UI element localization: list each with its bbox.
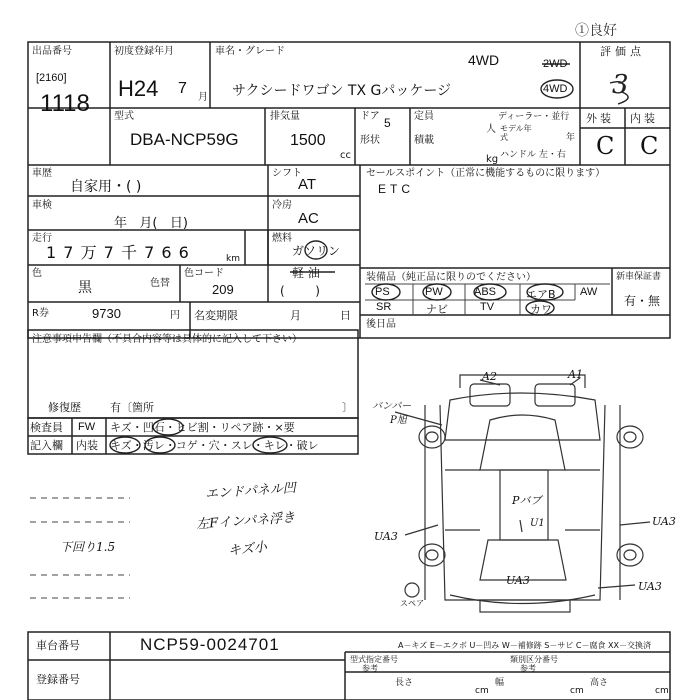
equip-kawa: カワ [530, 303, 552, 316]
equip-pw: PW [425, 286, 443, 298]
width-unit: cm [570, 686, 584, 696]
mileage-d3: 7 [103, 243, 115, 262]
equip-navi: ナビ [426, 303, 448, 316]
ext-score: C [596, 132, 615, 160]
hw-scratch-small: キズ小 [227, 540, 268, 559]
hw-ua3-left: UA3 [374, 530, 398, 543]
after-day-label: 後日品 [366, 319, 396, 330]
fuel-label: 燃料 [272, 233, 292, 244]
model-label: 型式 [114, 111, 134, 122]
fuel-light-oil: 軽 油 [292, 266, 320, 280]
lot-number: 1118 [40, 90, 90, 117]
class-ref: 参考 [520, 664, 536, 673]
ext-label: 外装 [586, 112, 614, 125]
first-reg-month-unit: 月 [198, 92, 208, 103]
capacity-label: 定員 [414, 111, 434, 122]
displacement-label: 排気量 [270, 111, 300, 122]
mileage-d1: 7 [63, 243, 75, 262]
inspector-fw: FW [78, 421, 96, 433]
lot-label: 出品番号 [32, 46, 72, 57]
shift-value: AT [298, 176, 317, 193]
mileage-d7: 6 [178, 243, 190, 262]
color-code-label: 色コード [184, 268, 224, 279]
recycle-value: 9730 [92, 306, 121, 321]
color-value: 黒 [78, 280, 92, 296]
sales-point-value: ETC [378, 182, 414, 196]
inspection-label: 車検 [32, 200, 52, 211]
hw-left-instrument: 左Fインパネ浮き [195, 510, 296, 533]
capacity-unit: 人 [486, 124, 496, 135]
recycle-label: R券 [32, 308, 49, 319]
lot-code: [2160] [36, 72, 67, 84]
fuel-paren: ( ) [280, 284, 320, 298]
inspection-value: 年 月( 日) [114, 216, 188, 231]
displacement-value: 1500 [290, 132, 326, 149]
doors-label: ドア [360, 111, 380, 122]
load-label: 積載 [414, 135, 434, 146]
mileage-unit: km [226, 254, 240, 264]
first-reg-year: H24 [118, 76, 159, 101]
name-deadline-label: 名変期限 [194, 309, 238, 322]
sales-point-label: セールスポイント（正常に機能するものに限ります） [366, 168, 606, 179]
class-label: 類別区分番号 [510, 655, 558, 664]
first-reg-month: 7 [178, 80, 187, 97]
displacement-unit: cc [340, 150, 351, 161]
model-designation-label: 型式指定番号 [350, 655, 398, 664]
equip-sr: SR [376, 301, 392, 313]
int-label: 内装 [630, 112, 658, 125]
hw-end-panel: エンドパネル凹 [204, 480, 297, 503]
repair-bracket: 〕 [342, 401, 353, 414]
equip-tv: TV [480, 301, 495, 313]
color-num-label: 色替 [150, 278, 170, 289]
name-deadline-day: 日 [340, 309, 351, 322]
hw-a1: A1 [568, 368, 583, 381]
registration-label: 登録番号 [36, 673, 80, 686]
score-label: 評価点 [600, 45, 645, 58]
int-score: C [640, 132, 659, 160]
equip-ps: PS [375, 286, 390, 298]
hw-roof: Pバブ [512, 494, 542, 507]
first-reg-label: 初度登録年月 [114, 46, 174, 57]
hw-ua3-right: UA3 [652, 515, 676, 528]
warranty-label: 新車保証書 [616, 272, 662, 282]
hw-ua3-rear-right: UA3 [638, 580, 662, 593]
mileage-d0: 1 [46, 243, 58, 262]
handle-label: ハンドル 左・右 [500, 150, 566, 160]
mileage-d4: 千 [120, 243, 138, 262]
drive-type: 4WD [468, 52, 500, 68]
record-label: 記入欄 [30, 439, 63, 452]
load-unit: kg [486, 154, 499, 165]
model-ref: 参考 [362, 664, 378, 673]
color-label: 色 [32, 268, 42, 279]
history-value: 自家用・( ) [70, 179, 142, 195]
hw-u1: U1 [530, 518, 545, 529]
mileage-d5: 7 [144, 243, 156, 262]
score-value: 3 [612, 70, 629, 100]
repair-label: 修復歴 [48, 401, 81, 414]
fuel-gasoline: ガソリン [292, 244, 341, 258]
color-code: 209 [212, 282, 234, 297]
mileage-digits [46, 240, 190, 263]
equip-airbag: エアB [526, 288, 556, 301]
inspector-label: 検査員 [30, 421, 63, 434]
mileage-d6: 6 [161, 243, 173, 262]
hw-left-note: 下回り1.5 [60, 540, 116, 554]
equip-aw: AW [580, 286, 598, 298]
model-year-unit: 年 [566, 133, 576, 143]
hw-diag-front: バンパー [372, 401, 412, 412]
hw-diag-front2: P旭 [390, 415, 407, 426]
dealer-label: ディーラー・並行 [498, 112, 570, 122]
ac-value: AC [298, 210, 319, 227]
mileage-label: 走行 [32, 233, 52, 244]
history-label: 車歴 [32, 168, 52, 179]
inspector-row1: キズ・凹石・ヒビ割・リペア跡・×要 [110, 421, 295, 434]
equip-abs: ABS [474, 286, 497, 298]
damage-legend: A－キズ E－エクボ U－凹み W－補修跡 S－サビ C－腐食 XX－交換済 [398, 641, 652, 650]
hw-ua3-back: UA3 [506, 574, 530, 587]
inspector-row2: キズ・汚レ・コゲ・穴・スレ・キレ・破レ [110, 439, 319, 452]
opt-2wd: 2WD [543, 58, 568, 70]
inspector-interior: 内装 [76, 439, 98, 452]
width-label: 幅 [495, 678, 505, 688]
car-name-label: 車名・グレード [215, 46, 285, 57]
car-name: サクシードワゴン TX Gパッケージ [232, 83, 452, 99]
doors-value: 5 [384, 116, 391, 130]
model-year-label: モデル年式 [500, 124, 532, 142]
header-stamp: ①良好 [575, 22, 617, 38]
length-label: 長さ [395, 678, 414, 688]
height-unit: cm [655, 686, 669, 696]
mileage-d2: 万 [80, 243, 98, 262]
equipment-label: 装備品（純正品に限りのでください） [366, 272, 536, 283]
repair-value: 有〔箇所 [110, 401, 154, 414]
notes-label: 注意事項申告欄（不具合内容等は具体的に記入して下さい） [32, 334, 302, 345]
warranty-value: 有・無 [624, 294, 661, 308]
recycle-unit: 円 [170, 310, 180, 321]
length-unit: cm [475, 686, 489, 696]
hw-a2: A2 [482, 370, 497, 383]
spare-label: スペア [400, 599, 424, 608]
shift-label: シフト [272, 168, 302, 179]
model-value: DBA-NCP59G [130, 130, 239, 149]
ac-label: 冷房 [272, 200, 292, 211]
name-deadline-unit: 月 [290, 309, 301, 322]
chassis-value: NCP59-0024701 [140, 635, 280, 654]
shape-label: 形状 [360, 135, 380, 146]
chassis-label: 車台番号 [36, 639, 80, 652]
height-label: 高さ [590, 678, 609, 688]
opt-4wd: 4WD [543, 83, 568, 95]
